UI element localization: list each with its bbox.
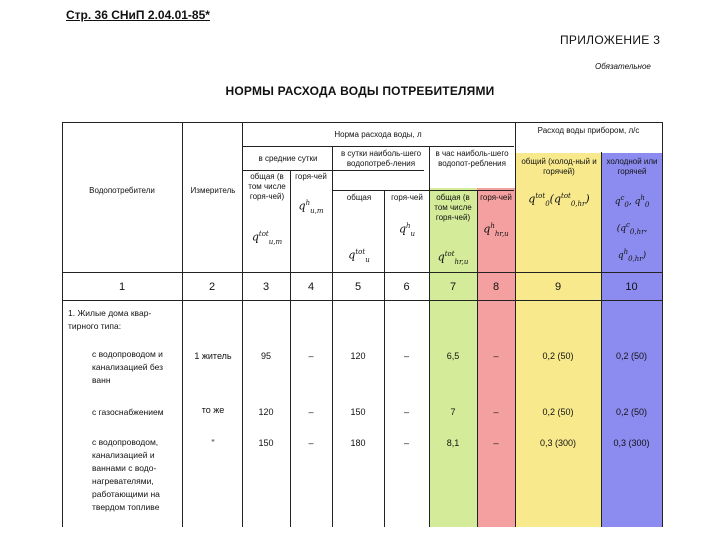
cell-c9: 0,2 (50): [542, 351, 574, 361]
header-max-hour: в час наиболь-шего водопот-ребления: [435, 149, 509, 168]
cell-c6: –: [403, 438, 409, 448]
row-meter: 1 житель: [194, 351, 232, 361]
formula-dev-cold: $q^c_0$, $q^h_0$ ($q^c_{0,hr}$, $q^h_{0,hr}$): [614, 194, 650, 263]
formula-hour-hot: $q^h_{hr,u}$: [483, 222, 509, 238]
cell-c4: –: [308, 407, 314, 417]
formula-avg-hot: $q^h_{u,m}$: [298, 199, 324, 215]
header-avg-total: общая (в том числе горя-чей): [248, 172, 286, 201]
cell-c3: 95: [260, 351, 271, 361]
cell-c8: –: [493, 438, 499, 448]
cell-c5: 150: [350, 407, 366, 417]
col-number: 4: [307, 281, 315, 293]
header-meter: Измеритель: [190, 186, 236, 195]
mandatory-label: Обязательное: [595, 62, 651, 71]
col-number: 10: [625, 281, 638, 293]
col-number: 2: [208, 281, 216, 293]
section-title: 1. Жилые дома квар-тирного типа:: [68, 308, 152, 331]
header-hour-total: общая (в том числе горя-чей): [434, 193, 472, 222]
cell-c7: 6,5: [446, 351, 460, 361]
header-avg-hot: горя-чей: [295, 172, 327, 181]
formula-day-hot: $q^h_u$: [398, 222, 416, 238]
cell-c6: –: [403, 407, 409, 417]
water-norms-table: [62, 122, 662, 527]
header-consumers: Водопотребители: [89, 186, 155, 195]
col-number: 7: [449, 281, 457, 293]
cell-c7: 8,1: [446, 438, 460, 448]
document-reference: Стр. 36 СНиП 2.04.01-85*: [66, 8, 210, 22]
col-number: 6: [403, 281, 410, 293]
header-dev-total: общий (холод-ный и горячей): [521, 157, 597, 176]
appendix-label: ПРИЛОЖЕНИЕ 3: [560, 33, 661, 47]
col-number: 8: [492, 281, 500, 293]
header-hour-hot: горя-чей: [480, 193, 512, 202]
formula-day-total: $q^{tot}_u$: [348, 248, 370, 264]
cell-c9: 0,2 (50): [542, 407, 574, 417]
header-max-day: в сутки наиболь-шего водопотреб-ления: [340, 149, 422, 168]
cell-c10: 0,2 (50): [615, 351, 648, 361]
col-number: 3: [262, 281, 270, 293]
cell-c4: –: [308, 351, 314, 361]
header-day-hot: горя-чей: [391, 193, 423, 202]
page-title: НОРМЫ РАСХОДА ВОДЫ ПОТРЕБИТЕЛЯМИ: [225, 84, 495, 98]
cell-c3: 150: [258, 438, 274, 448]
cell-c7: 7: [450, 407, 456, 417]
header-dev-cold: холодной или горячей: [606, 157, 658, 176]
cell-c5: 180: [350, 438, 366, 448]
cell-c6: –: [403, 351, 409, 361]
row-name: с водопроводом и канализацией без ванн: [92, 349, 164, 385]
col-number: 9: [554, 281, 562, 293]
row-name: с водопроводом, канализацией и ваннами с водо-нагревателями, работающими на твердом топливе: [92, 437, 160, 512]
col-number: 5: [354, 281, 362, 293]
header-day-total: общая: [346, 193, 372, 202]
cell-c9: 0,3 (300): [539, 438, 577, 448]
formula-avg-total: $q^{tot}_{u,m}$: [251, 230, 283, 246]
row-meter: ": [211, 438, 215, 448]
cell-c4: –: [308, 438, 314, 448]
header-avg-day: в средние сутки: [258, 154, 318, 163]
row-meter: то же: [201, 405, 225, 415]
header-norm-group: Норма расхода воды, л: [334, 130, 422, 139]
cell-c5: 120: [350, 351, 366, 361]
cell-c10: 0,2 (50): [615, 407, 648, 417]
header-device-group: Расход воды прибором, л/с: [537, 126, 640, 135]
formula-hour-total: $q^{tot}_{hr,u}$: [437, 250, 469, 266]
cell-c3: 120: [258, 407, 274, 417]
cell-c8: –: [493, 351, 499, 361]
row-name: с газоснабжением: [92, 407, 164, 417]
formula-dev-total: $q^{tot}_0(q^{tot}_{0,hr})$: [528, 192, 590, 208]
cell-c10: 0,3 (300): [613, 438, 650, 448]
band-col9: [515, 153, 601, 527]
col-number: 1: [118, 281, 126, 293]
cell-c8: –: [493, 407, 499, 417]
